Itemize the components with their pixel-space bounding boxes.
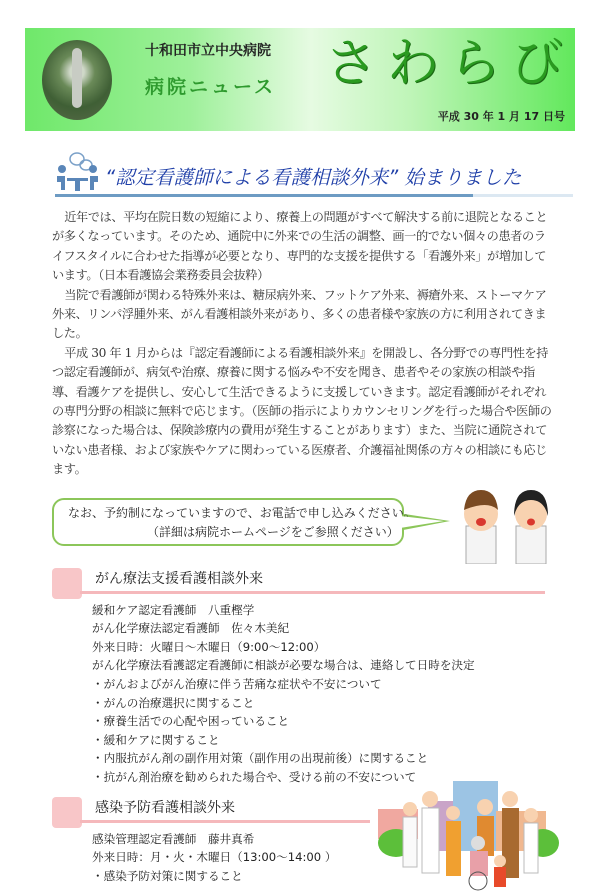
- list-item: 外来日時：月・火・木曜日（13:00～14:00 ）: [92, 850, 337, 865]
- header-banner: [25, 28, 575, 131]
- headline: “認定看護師による看護相談外来” 始まりました: [105, 166, 522, 189]
- section-title: 感染予防看護相談外来: [95, 799, 235, 816]
- section-marker: [52, 568, 82, 599]
- section-rule: [80, 820, 370, 823]
- list-item: ・内服抗がん剤の副作用対策（副作用の出現前後）に関すること: [92, 751, 429, 766]
- notice-line: なお、予約制になっていますので、お電話で申し込みください。: [68, 505, 416, 520]
- list-item: がん化学療法看護認定看護師に相談が必要な場合は、連絡して日時を決定: [92, 658, 475, 673]
- newsletter-subtitle: 病院ニュース: [145, 76, 277, 98]
- list-item: ・療養生活での心配や困っていること: [92, 714, 290, 729]
- paragraph: 平成 30 年 1 月からは『認定看護師による看護相談外来』を開設し、各分野での専門性を持つ認定看護師が、病気や治療、療養に関する悩みや不安を聞き、患者やその家族の相談や指導、看護ケアを提供し、安心して生活できるように支援していきます。認定看護師がそれぞれの専門分野の相談に無料で応じます。（医師の指示によりカウンセリングを行った場合や医師の診察になった場合は、保険診療内の費用が発生することがあります）また、当院に通院されていない患者様、および家族やケアに関わっている医療者、介護福祉関係の方々の相談にも応じます。: [52, 345, 552, 477]
- headline-row: [55, 150, 575, 198]
- paragraph: 近年では、平均在院日数の短縮により、療養上の問題がすべて解決する前に退院となることが多くなっています。そのため、通院中に外来での生活の調整、画一的でない個々の患者のライフスタイルに合わせた指導が必要となり、専門的な支援を提供する「看護外来」が増加しています。（日本看護協会業務委員会抜粋）: [52, 210, 548, 283]
- headline-underline-fade: [473, 194, 573, 197]
- section-title: がん療法支援看護相談外来: [95, 570, 263, 587]
- paragraph: 当院で看護師が関わる特殊外来は、糖尿病外来、フットケア外来、褥瘡外来、ストーマケア外来、リンパ浮腫外来、がん看護相談外来があり、多くの患者様や家族の方に利用されてきました。: [52, 287, 547, 341]
- section-marker: [52, 797, 82, 828]
- list-item: ・がんの治療選択に関すること: [92, 695, 255, 710]
- list-item: 緩和ケア認定看護師 八重樫学: [92, 602, 255, 617]
- list-item: ・がんおよびがん治療に伴う苦痛な症状や不安について: [92, 677, 382, 692]
- section-cancer-support: [52, 568, 552, 787]
- list-item: ・抗がん剤治療を勧められた場合や、受ける前の不安について: [92, 770, 417, 785]
- section-header: [52, 797, 552, 828]
- section-header: [52, 568, 552, 599]
- notice-line: （詳細は病院ホームページをご参照ください）: [147, 524, 399, 539]
- article-body: [52, 208, 552, 480]
- list-item: ・感染予防対策に関すること: [92, 868, 243, 883]
- list-item: 感染管理認定看護師 藤井真希: [92, 831, 255, 846]
- section-rule: [80, 591, 545, 594]
- list-item: 外来日時：火曜日～木曜日（9:00～12:00）: [92, 639, 326, 654]
- section-infection-prevention: [52, 797, 552, 886]
- bubble-tail-inner: [400, 516, 444, 528]
- notice-area: [52, 486, 552, 558]
- nurses-illustration: [458, 486, 558, 564]
- consultation-icon: [55, 150, 100, 192]
- newsletter-logo: さわらび: [325, 34, 574, 94]
- content-column: [52, 208, 552, 885]
- list-item: ・緩和ケアに関すること: [92, 732, 220, 747]
- organization-name: 十和田市立中央病院: [145, 43, 271, 59]
- statue-photo: [42, 40, 112, 120]
- statue: [72, 48, 82, 108]
- list-item: がん化学療法認定看護師 佐々木美紀: [92, 621, 290, 636]
- section-content: [52, 599, 552, 787]
- headline-underline: [55, 194, 473, 197]
- issue-date: 平成 30 年 1 月 17 日号: [437, 110, 565, 123]
- notice-bubble: [52, 498, 416, 546]
